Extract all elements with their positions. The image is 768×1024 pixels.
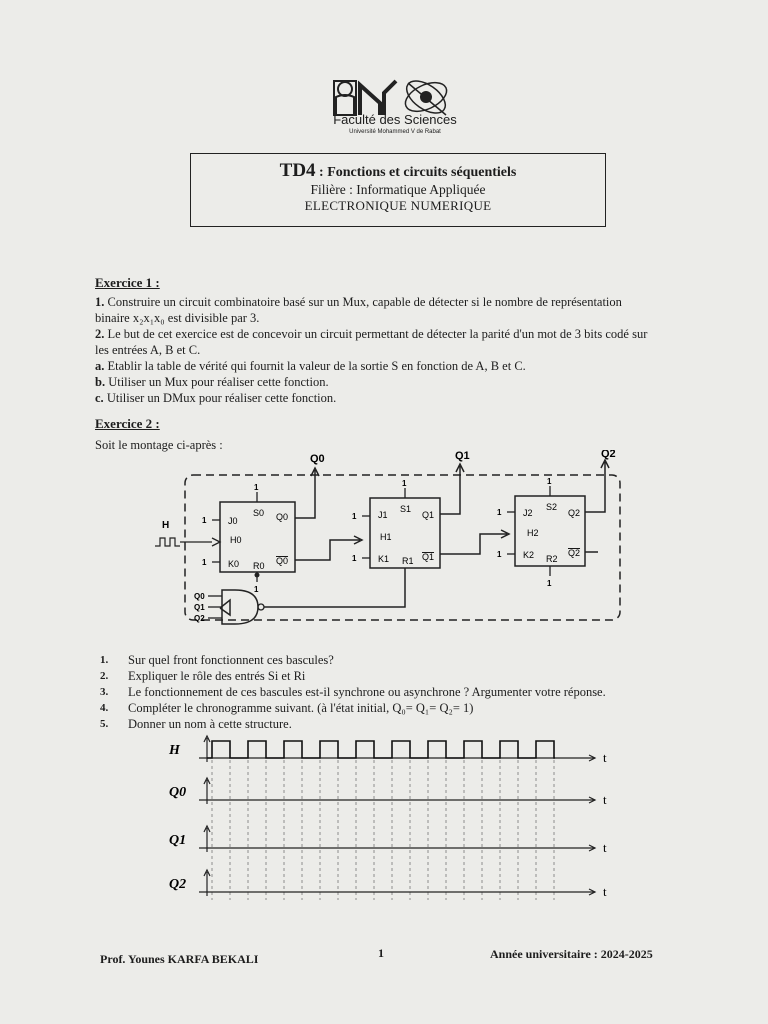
time-label: t (603, 792, 607, 807)
item-text: Etablir la table de vérité qui fournit la valeur de la sortie S en fonction de A, B et C. (107, 359, 526, 373)
ff1-j: J1 (378, 510, 388, 520)
ff1-h: H1 (380, 532, 392, 542)
question-number: 1. (100, 654, 109, 666)
faculty-name: Faculté des Sciences (333, 112, 457, 127)
q1-number: 1. (95, 295, 105, 309)
title-box (190, 153, 606, 227)
junction (255, 573, 260, 578)
ff0-q: Q0 (276, 512, 289, 522)
const-one: 1 (254, 483, 259, 492)
time-label: t (603, 840, 607, 855)
clock-label: H (162, 520, 170, 531)
question-number: 2. (100, 670, 109, 682)
list-item (100, 684, 680, 700)
const-one: 1 (402, 479, 407, 488)
footer-author: Prof. Younes KARFA BEKALI (100, 952, 259, 966)
question-text: Sur quel front fonctionnent ces bascules? (128, 653, 334, 667)
const-one: 1 (352, 554, 357, 563)
list-item (100, 668, 680, 684)
const-one: 1 (352, 512, 357, 521)
nand-bubble (258, 604, 264, 610)
ff0-qbar: Q0 (276, 556, 289, 566)
university-name: Université Mohammed V de Rabat (349, 129, 441, 135)
const-one: 1 (254, 585, 259, 594)
page-number: 1 (378, 946, 384, 960)
item-number: c. (95, 391, 104, 405)
ff2-s: S2 (546, 502, 558, 512)
list-item (95, 374, 655, 390)
list-item (95, 358, 655, 374)
signal-label: H (169, 743, 180, 758)
exercise2-intro: Soit le montage ci-après : (95, 438, 223, 452)
list-item (100, 700, 680, 716)
item-text: Utiliser un DMux pour réaliser cette fonction. (106, 391, 337, 405)
question-text: Compléter le chronogramme suivant. (à l'état initial, Q₀= Q₁= Q₂= 1) (128, 701, 474, 715)
ff2-r: R2 (546, 554, 558, 564)
clock-wire (180, 538, 220, 546)
ff0-k: K0 (228, 559, 240, 569)
ff1-qbar: Q1 (422, 552, 435, 562)
item-number: a. (95, 359, 105, 373)
exercise1-q1 (95, 294, 655, 326)
ff1-q: Q1 (422, 510, 435, 520)
gate-input-q1: Q1 (194, 603, 205, 612)
exercise1-body (95, 294, 655, 406)
ff0-s: S0 (253, 508, 265, 518)
output-q0: Q0 (310, 453, 325, 465)
question-text: Donner un nom à cette structure. (128, 717, 292, 731)
subject: ELECTRONIQUE NUMERIQUE (304, 198, 492, 213)
exercise2-questions (100, 652, 680, 732)
const-one: 1 (547, 477, 552, 486)
q2-text: Le but de cet exercice est de concevoir un circuit permettant de détecter la parité d'un mot de 3 bits codé sur les entrées A, B et C. (95, 327, 648, 357)
question-text: Expliquer le rôle des entrés Si et Ri (128, 669, 306, 683)
ff2-j: J2 (523, 508, 533, 518)
time-label: t (603, 884, 607, 899)
output-q1: Q1 (455, 450, 470, 462)
signal-label: Q2 (169, 877, 187, 892)
page-title (191, 160, 605, 182)
clock-waveform (207, 741, 555, 758)
q1-text: Construire un circuit combinatoire basé sur un Mux, capable de détecter si le nombre de représentation binaire x₂x₁x₀ est divisible par 3. (95, 295, 622, 325)
const-one: 1 (497, 550, 502, 559)
ff2-q: Q2 (568, 508, 581, 518)
list-item (100, 652, 680, 668)
signal-label: Q1 (169, 833, 187, 848)
ff2-k: K2 (523, 550, 535, 560)
list-item (95, 390, 655, 406)
gate-input-q0: Q0 (194, 592, 205, 601)
const-one: 1 (202, 516, 207, 525)
time-label: t (603, 750, 607, 765)
td-title: Fonctions et circuits séquentiels (327, 165, 517, 180)
ff0-j: J0 (228, 516, 238, 526)
exercise2-heading: Exercice 2 : (95, 416, 160, 431)
const-one: 1 (202, 558, 207, 567)
filiere: Filière : Informatique Appliquée (310, 182, 486, 197)
ff1-r: R1 (402, 556, 414, 566)
exercise1-subitems (95, 358, 655, 406)
exercise1-heading: Exercice 1 : (95, 275, 160, 290)
timing-diagram (165, 730, 625, 910)
question-text: Le fonctionnement de ces bascules est-il synchrone ou asynchrone ? Argumenter votre réponse. (128, 685, 606, 699)
ff0-h: H0 (230, 535, 242, 545)
ff2-h: H2 (527, 528, 539, 538)
const-one: 1 (497, 508, 502, 517)
academic-year: Année universitaire : 2024-2025 (490, 947, 653, 961)
question-number: 5. (100, 718, 109, 730)
output-q2: Q2 (601, 450, 616, 460)
const-one: 1 (547, 579, 552, 588)
item-number: b. (95, 375, 106, 389)
ff1-k: K1 (378, 554, 390, 564)
ff0-r: R0 (253, 561, 265, 571)
clock-symbol (155, 538, 180, 546)
question-number: 4. (100, 702, 109, 714)
ff1-s: S1 (400, 504, 412, 514)
item-text: Utiliser un Mux pour réaliser cette fonction. (108, 375, 329, 389)
q2-number: 2. (95, 327, 105, 341)
reset-wire (264, 568, 405, 607)
gate-input-q2: Q2 (194, 614, 205, 623)
td-label: TD4 (279, 160, 316, 181)
ff2-qbar: Q2 (568, 548, 581, 558)
question-number: 3. (100, 686, 109, 698)
exercise1-q2 (95, 326, 655, 358)
and-gate (222, 590, 258, 624)
flipflop-circuit-diagram (150, 450, 630, 640)
td-separator: : (315, 165, 328, 180)
signal-label: Q0 (169, 785, 187, 800)
